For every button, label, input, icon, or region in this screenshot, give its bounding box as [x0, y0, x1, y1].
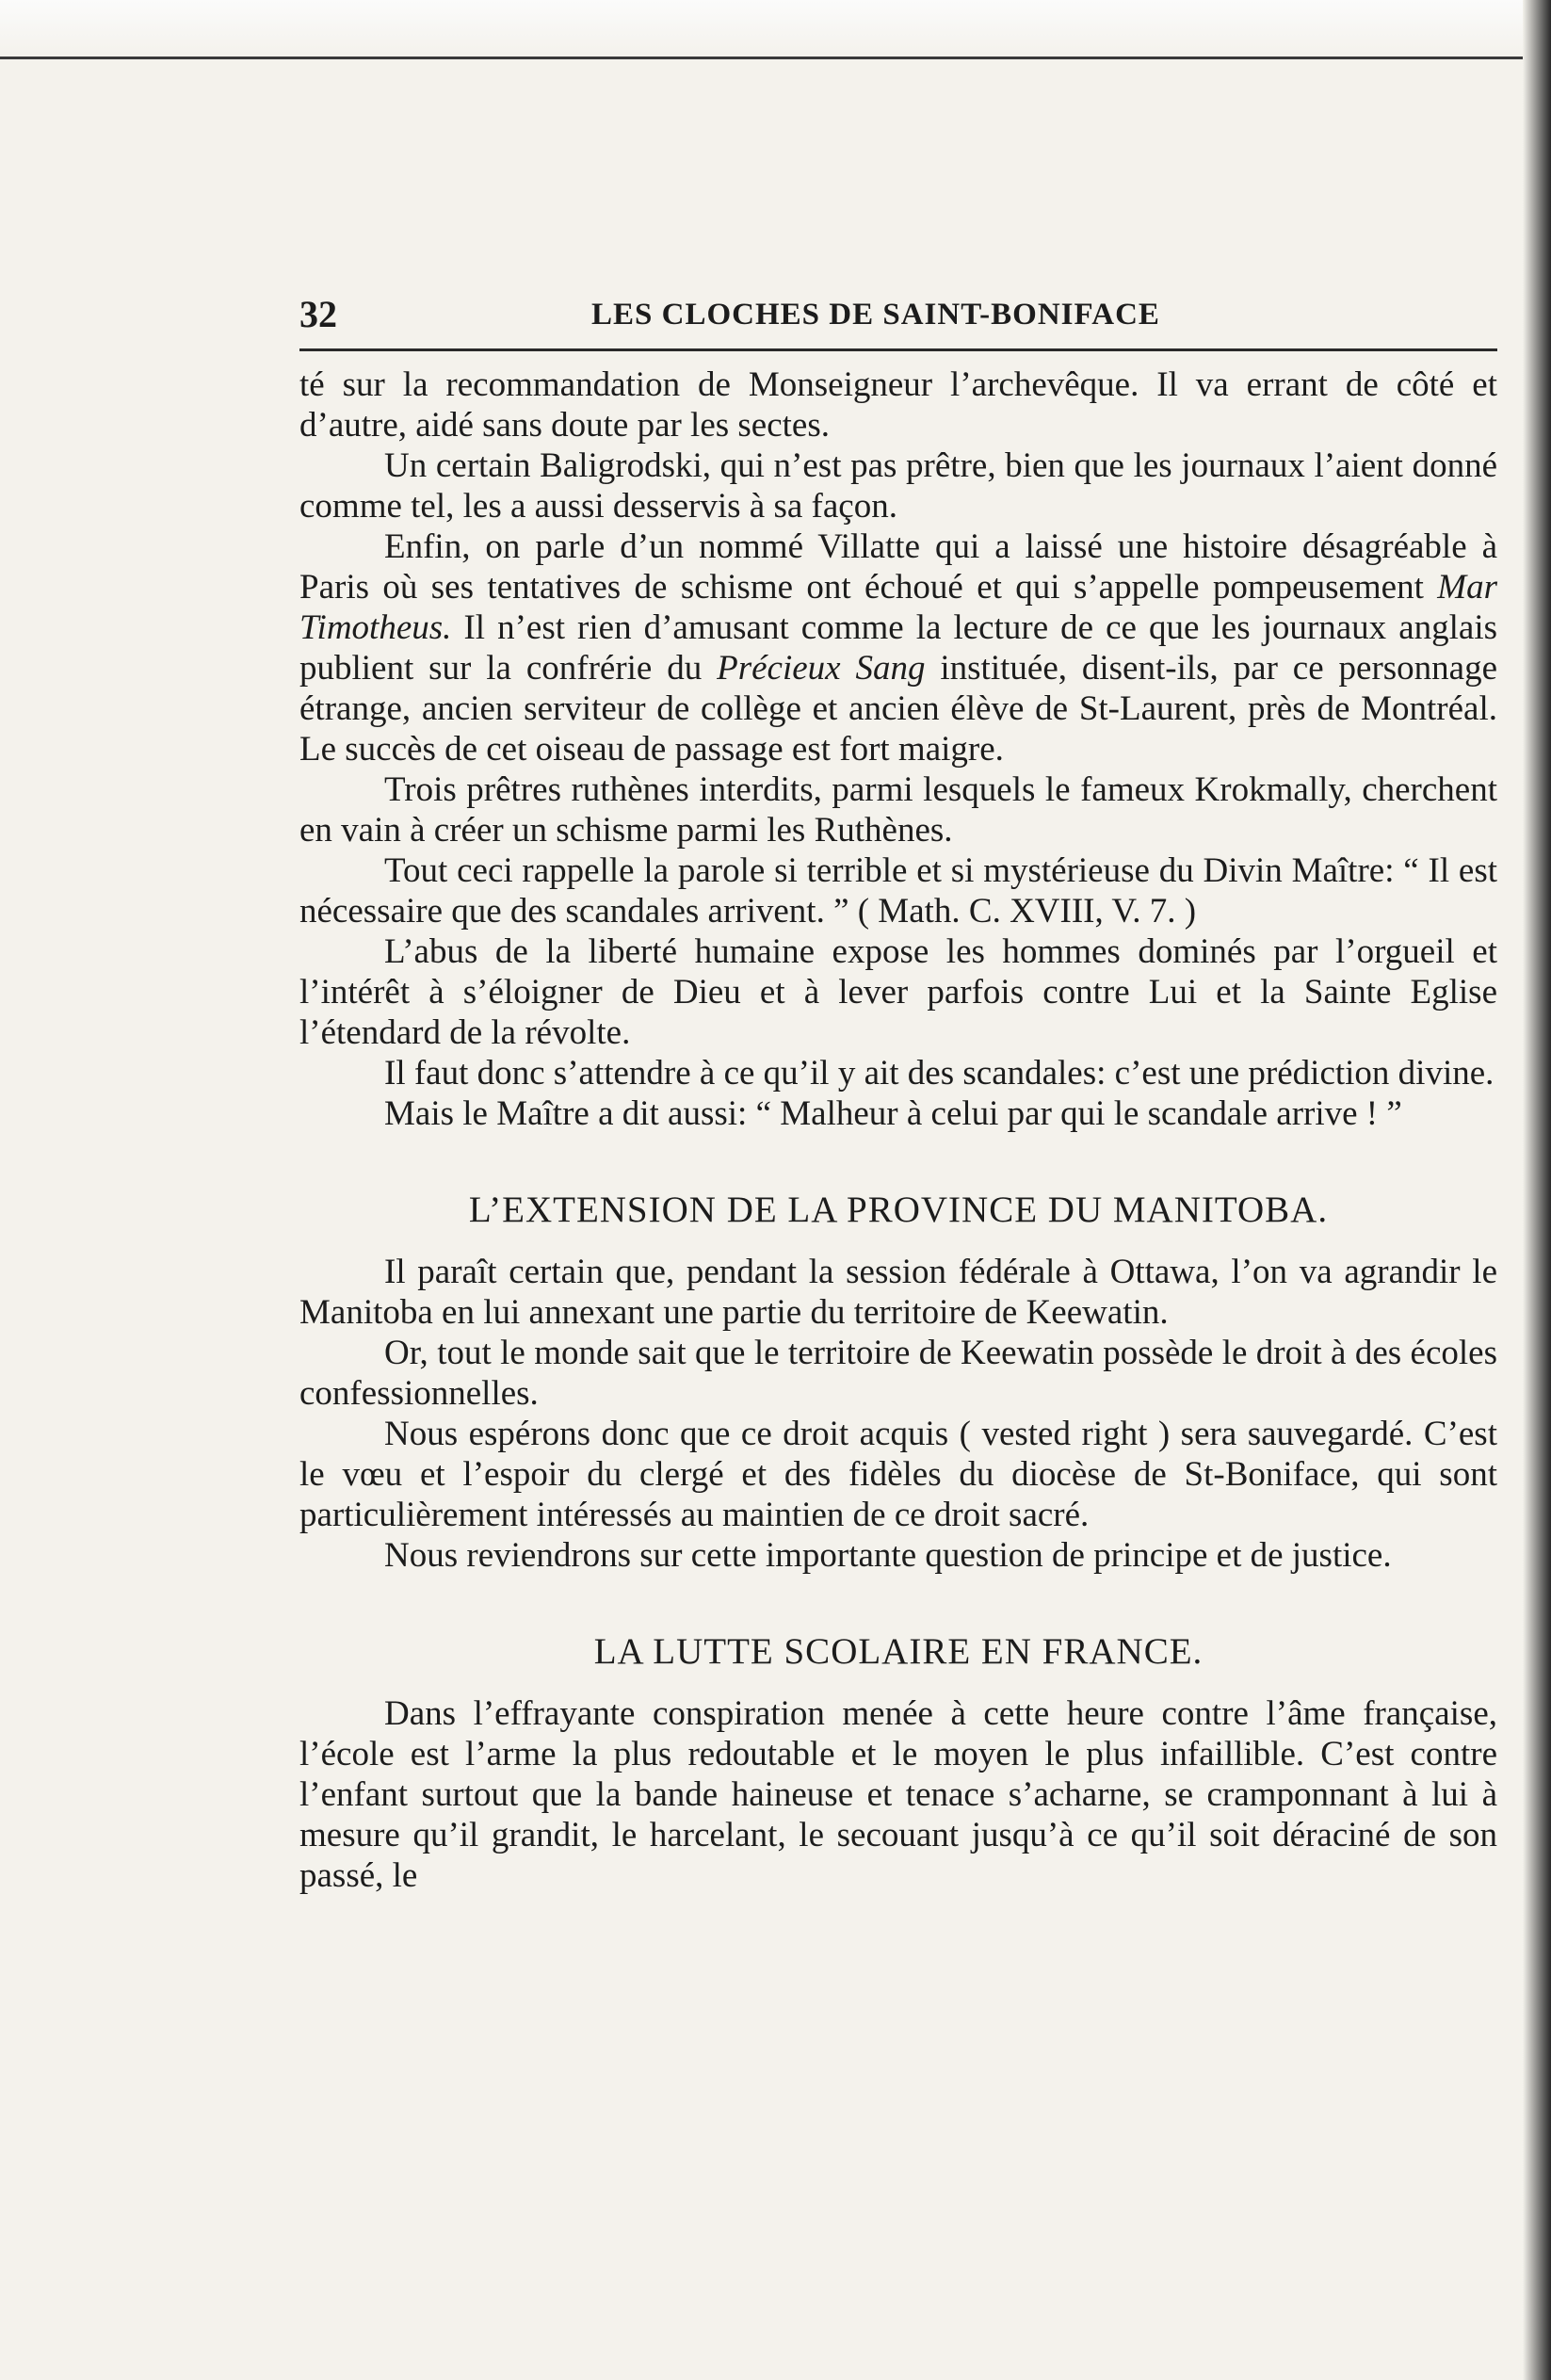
paragraph: Nous reviendrons sur cette importante question de principe et de justice. [384, 1536, 1392, 1575]
section-manitoba [299, 1252, 1497, 1576]
paragraph: té sur la recommandation de Monseigneur l’archevêque. Il va errant de côté et d’autre, aidé sans doute par les sectes. [299, 365, 1497, 445]
paragraph: Tout ceci rappelle la parole si terrible et si mystérieuse du Divin Maître: “ Il est nécessaire que des scandales arrivent. ” ( Math. C. XVIII, V. 7. ) [299, 851, 1497, 931]
paragraph: Un certain Baligrodski, qui n’est pas prêtre, bien que les journaux l’aient donné comme tel, les a aussi desservis à sa façon. [299, 446, 1497, 526]
paragraph: Trois prêtres ruthènes interdits, parmi lesquels le fameux Krokmally, cherchent en vain à créer un schisme parmi les Ruthènes. [299, 770, 1497, 850]
section-heading-france: LA LUTTE SCOLAIRE EN FRANCE. [593, 1631, 1204, 1672]
paragraph: Il paraît certain que, pendant la session fédérale à Ottawa, l’on va agrandir le Manitoba en lui annexant une partie du territoire de Keewatin. [299, 1253, 1497, 1332]
scan-right-edge [1523, 0, 1551, 2380]
section-heading-manitoba: L’EXTENSION DE LA PROVINCE DU MANITOBA. [468, 1190, 1329, 1230]
section-france [299, 1693, 1497, 1896]
paragraph-text: Enfin, on parle d’un nommé Villatte qui a laissé une histoire désagréable à Paris où ses tentatives de schisme ont échoué et qui s’appelle pompeusement [299, 527, 1497, 607]
paragraph: Nous espérons donc que ce droit acquis ( vested right ) sera sauvegardé. C’est le vœu et l’espoir du clergé et des fidèles du diocèse de St-Boniface, qui sont particulièrement intéressés au maintien de ce droit sacré. [299, 1415, 1497, 1534]
italic-title: Précieux Sang [717, 649, 926, 688]
paragraph: Dans l’effrayante conspiration menée à cette heure contre l’âme française, l’école est l’arme la plus redoutable et le moyen le plus infaillible. C’est contre l’enfant surtout que la bande haineuse et tenace s’acharne, se cramponnant à lui à mesure qu’il grandit, le harcelant, le secouant jusqu’à ce qu’il soit déraciné de son passé, le [299, 1694, 1497, 1895]
running-head [299, 273, 1497, 351]
paragraph: Mais le Maître a dit aussi: “ Malheur à celui par qui le scandale arrive ! ” [384, 1094, 1402, 1133]
scan-top-border [0, 0, 1551, 59]
section-religious-news [299, 364, 1497, 1134]
page-number: 32 [299, 293, 337, 335]
paragraph [299, 526, 1497, 769]
paragraph: Il faut donc s’attendre à ce qu’il y ait des scandales: c’est une prédiction divine. [384, 1054, 1494, 1093]
italic-title: Mar Timotheus. [299, 568, 1498, 647]
running-title: LES CLOCHES DE SAINT-BONIFACE [591, 298, 1160, 332]
paragraph-text: Il n’est rien d’amusant comme la lecture de ce que les journaux anglais publient sur la confrérie du [299, 608, 1497, 688]
book-page [299, 273, 1497, 1896]
paragraph-text: instituée, disent-ils, par ce personnage étrange, ancien serviteur de collège et ancien élève de St-Laurent, près de Montréal. Le succès de cet oiseau de passage est fort maigre. [299, 649, 1498, 769]
paragraph: Or, tout le monde sait que le territoire de Keewatin possède le droit à des écoles confessionnelles. [299, 1334, 1497, 1413]
paragraph: L’abus de la liberté humaine expose les hommes dominés par l’orgueil et l’intérêt à s’éloigner de Dieu et à lever parfois contre Lui et la Sainte Eglise l’étendard de la révolte. [299, 932, 1497, 1052]
